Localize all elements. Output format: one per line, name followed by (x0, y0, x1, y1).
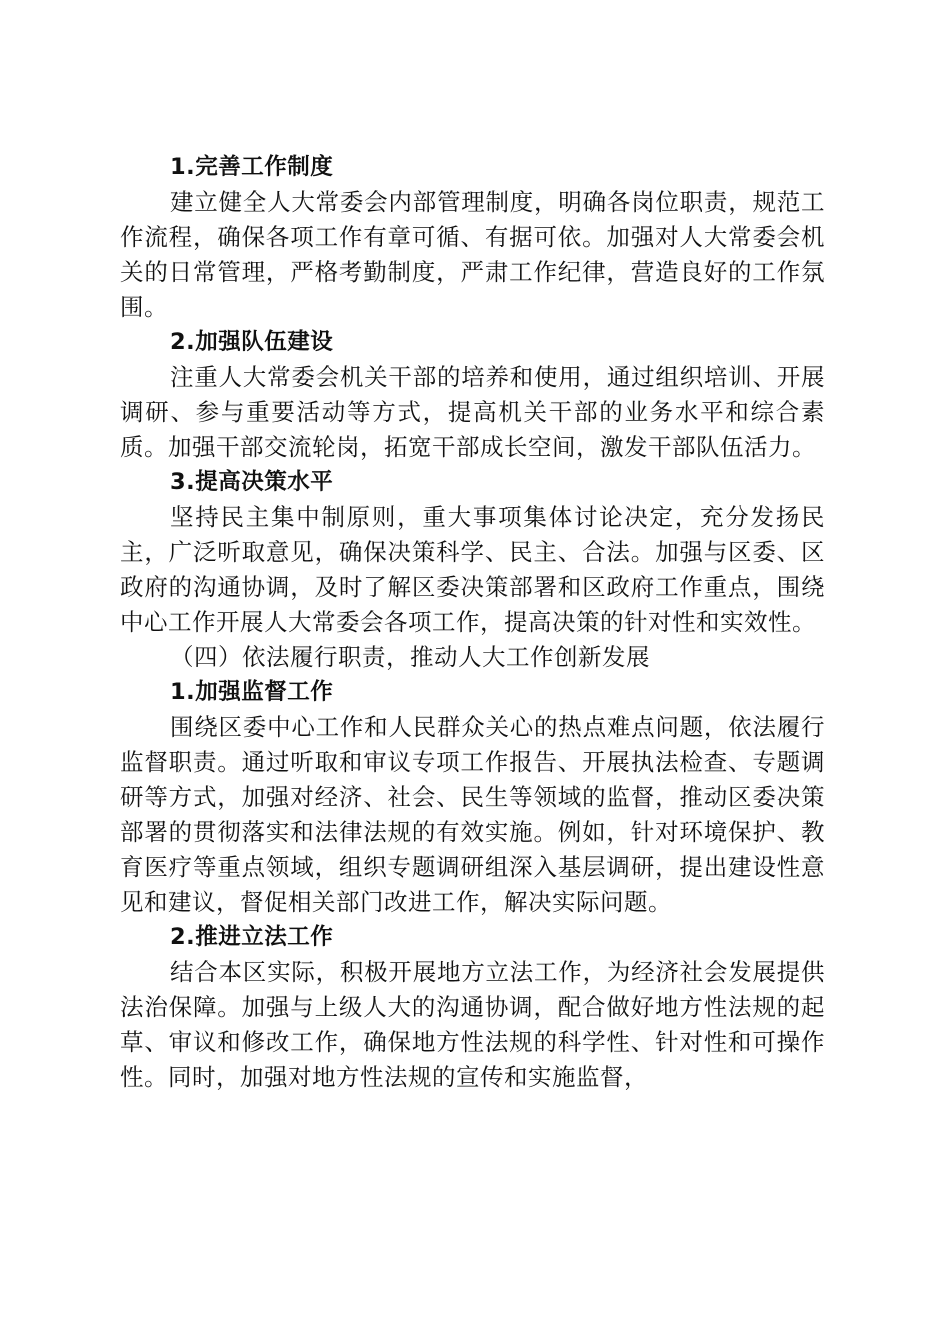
paragraph-team-building: 注重人大常委会机关干部的培养和使用，通过组织培训、开展调研、参与重要活动等方式，提高机关干部的业务水平和综合素质。加强干部交流轮岗，拓宽干部成长空间，激发干部队伍活力。 (120, 363, 825, 461)
paragraph-supervision: 围绕区委中心工作和人民群众关心的热点难点问题，依法履行监督职责。通过听取和审议专项工作报告、开展执法检查、专题调研等方式，加强对经济、社会、民生等领域的监督，推动区委决策部署的贯彻落实和法律法规的有效实施。例如，针对环境保护、教育医疗等重点领域，组织专题调研组深入基层调研，提出建设性意见和建议，督促相关部门改进工作，解决实际问题。 (120, 713, 825, 916)
paragraph-work-system: 建立健全人大常委会内部管理制度，明确各岗位职责，规范工作流程，确保各项工作有章可循、有据可依。加强对人大常委会机关的日常管理，严格考勤制度，严肃工作纪律，营造良好的工作氛围。 (120, 188, 825, 321)
subheading-decision-making: 3.提高决策水平 (170, 469, 334, 495)
section-heading-four: （四）依法履行职责，推动人大工作创新发展 (170, 643, 650, 671)
paragraph-decision-making: 坚持民主集中制原则，重大事项集体讨论决定，充分发扬民主，广泛听取意见，确保决策科学、民主、合法。加强与区委、区政府的沟通协调，及时了解区委决策部署和区政府工作重点，围绕中心工作开展人大常委会各项工作，提高决策的针对性和实效性。 (120, 503, 825, 636)
subheading-supervision: 1.加强监督工作 (170, 679, 334, 705)
document-body (120, 150, 825, 1095)
subheading-team-building: 2.加强队伍建设 (170, 329, 334, 355)
subheading-improve-work-system: 1.完善工作制度 (170, 154, 334, 180)
subheading-legislation: 2.推进立法工作 (170, 924, 334, 950)
paragraph-legislation: 结合本区实际，积极开展地方立法工作，为经济社会发展提供法治保障。加强与上级人大的沟通协调，配合做好地方性法规的起草、审议和修改工作，确保地方性法规的科学性、针对性和可操作性。同时，加强对地方性法规的宣传和实施监督， (120, 958, 825, 1091)
